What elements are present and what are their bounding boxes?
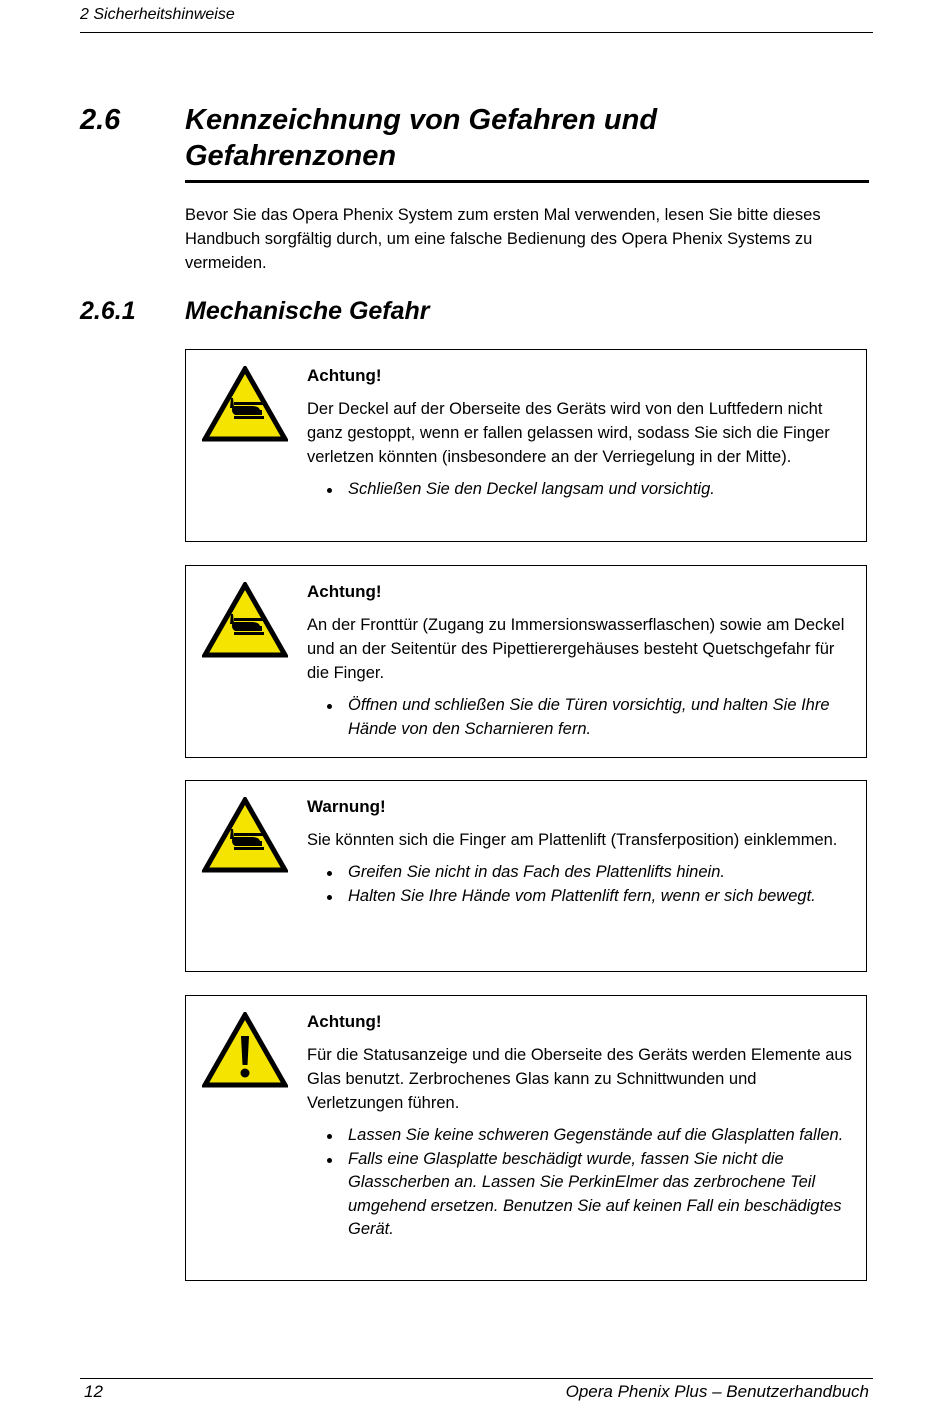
bullet-icon bbox=[327, 1158, 332, 1163]
warning-box-4 bbox=[185, 995, 867, 1281]
instruction-item: Lassen Sie keine schweren Gegenstände auf die Glasplatten fallen. bbox=[307, 1124, 857, 1148]
bullet-icon bbox=[327, 895, 332, 900]
bullet-icon bbox=[327, 1134, 332, 1139]
intro-paragraph: Bevor Sie das Opera Phenix System zum ersten Mal verwenden, lesen Sie bitte dieses Handbuch sorgfältig durch, um eine falsche Bedienung des Opera Phenix Systems zu vermeiden. bbox=[185, 206, 821, 272]
warning-content-4 bbox=[307, 1010, 857, 1242]
warning-heading: Achtung! bbox=[307, 1012, 382, 1031]
section-number: 2.6 bbox=[80, 104, 121, 136]
warning-body: Sie könnten sich die Finger am Plattenlift (Transferposition) einklemmen. bbox=[307, 831, 838, 849]
footer-divider bbox=[80, 1378, 873, 1379]
warning-content-2 bbox=[307, 580, 857, 741]
page-number: 12 bbox=[84, 1382, 103, 1401]
subsection-title: Mechanische Gefahr bbox=[185, 297, 430, 325]
warning-heading: Achtung! bbox=[307, 366, 382, 385]
section-title-line2: Gefahrenzonen bbox=[185, 140, 397, 172]
instruction-item: Falls eine Glasplatte beschädigt wurde, fassen Sie nicht die Glasscherben an. Lassen Sie PerkinElmer das zerbrochene Teil umgehend ersetzen. Benutzen Sie auf keinen Fall ein beschädigtes Gerät. bbox=[307, 1148, 857, 1242]
warning-body: Der Deckel auf der Oberseite des Geräts wird von den Luftfedern nicht ganz gestoppt, wenn er fallen gelassen wird, sodass Sie sich die Finger verletzen könnten (insbesondere an der Verriegelung in der Mitte). bbox=[307, 400, 830, 466]
hand-crush-warning-icon bbox=[202, 366, 288, 442]
warning-box-2 bbox=[185, 565, 867, 758]
hand-crush-warning-icon bbox=[202, 797, 288, 873]
warning-instructions bbox=[307, 694, 857, 741]
warning-box-3 bbox=[185, 780, 867, 972]
warning-instructions bbox=[307, 478, 857, 502]
warning-body: An der Fronttür (Zugang zu Immersionswasserflaschen) sowie am Deckel und an der Seitentür des Pipettierergehäuses besteht Quetschgefahr für die Finger. bbox=[307, 616, 845, 682]
exclamation-warning-icon bbox=[202, 1012, 288, 1088]
warning-content-3 bbox=[307, 795, 857, 908]
hand-crush-warning-icon bbox=[202, 582, 288, 658]
bullet-icon bbox=[327, 704, 332, 709]
instruction-item: Halten Sie Ihre Hände vom Plattenlift fern, wenn er sich bewegt. bbox=[307, 885, 857, 909]
subsection-number: 2.6.1 bbox=[80, 297, 136, 325]
instruction-item: Greifen Sie nicht in das Fach des Plattenlifts hinein. bbox=[307, 861, 857, 885]
warning-instructions bbox=[307, 1124, 857, 1242]
bullet-icon bbox=[327, 488, 332, 493]
bullet-icon bbox=[327, 871, 332, 876]
warning-content-1 bbox=[307, 364, 857, 502]
instruction-item: Schließen Sie den Deckel langsam und vorsichtig. bbox=[307, 478, 857, 502]
warning-instructions bbox=[307, 861, 857, 908]
manual-title: Opera Phenix Plus – Benutzerhandbuch bbox=[565, 1382, 869, 1401]
section-title bbox=[185, 102, 869, 183]
warning-box-1 bbox=[185, 349, 867, 542]
warning-heading: Achtung! bbox=[307, 582, 382, 601]
warning-heading: Warnung! bbox=[307, 797, 386, 816]
warning-body: Für die Statusanzeige und die Oberseite des Geräts werden Elemente aus Glas benutzt. Zerbrochenes Glas kann zu Schnittwunden und Verletzungen führen. bbox=[307, 1046, 852, 1112]
running-header: 2 Sicherheitshinweise bbox=[80, 4, 873, 33]
section-title-line1: Kennzeichnung von Gefahren und bbox=[185, 104, 658, 136]
instruction-item: Öffnen und schließen Sie die Türen vorsichtig, und halten Sie Ihre Hände von den Scharnieren fern. bbox=[307, 694, 857, 741]
